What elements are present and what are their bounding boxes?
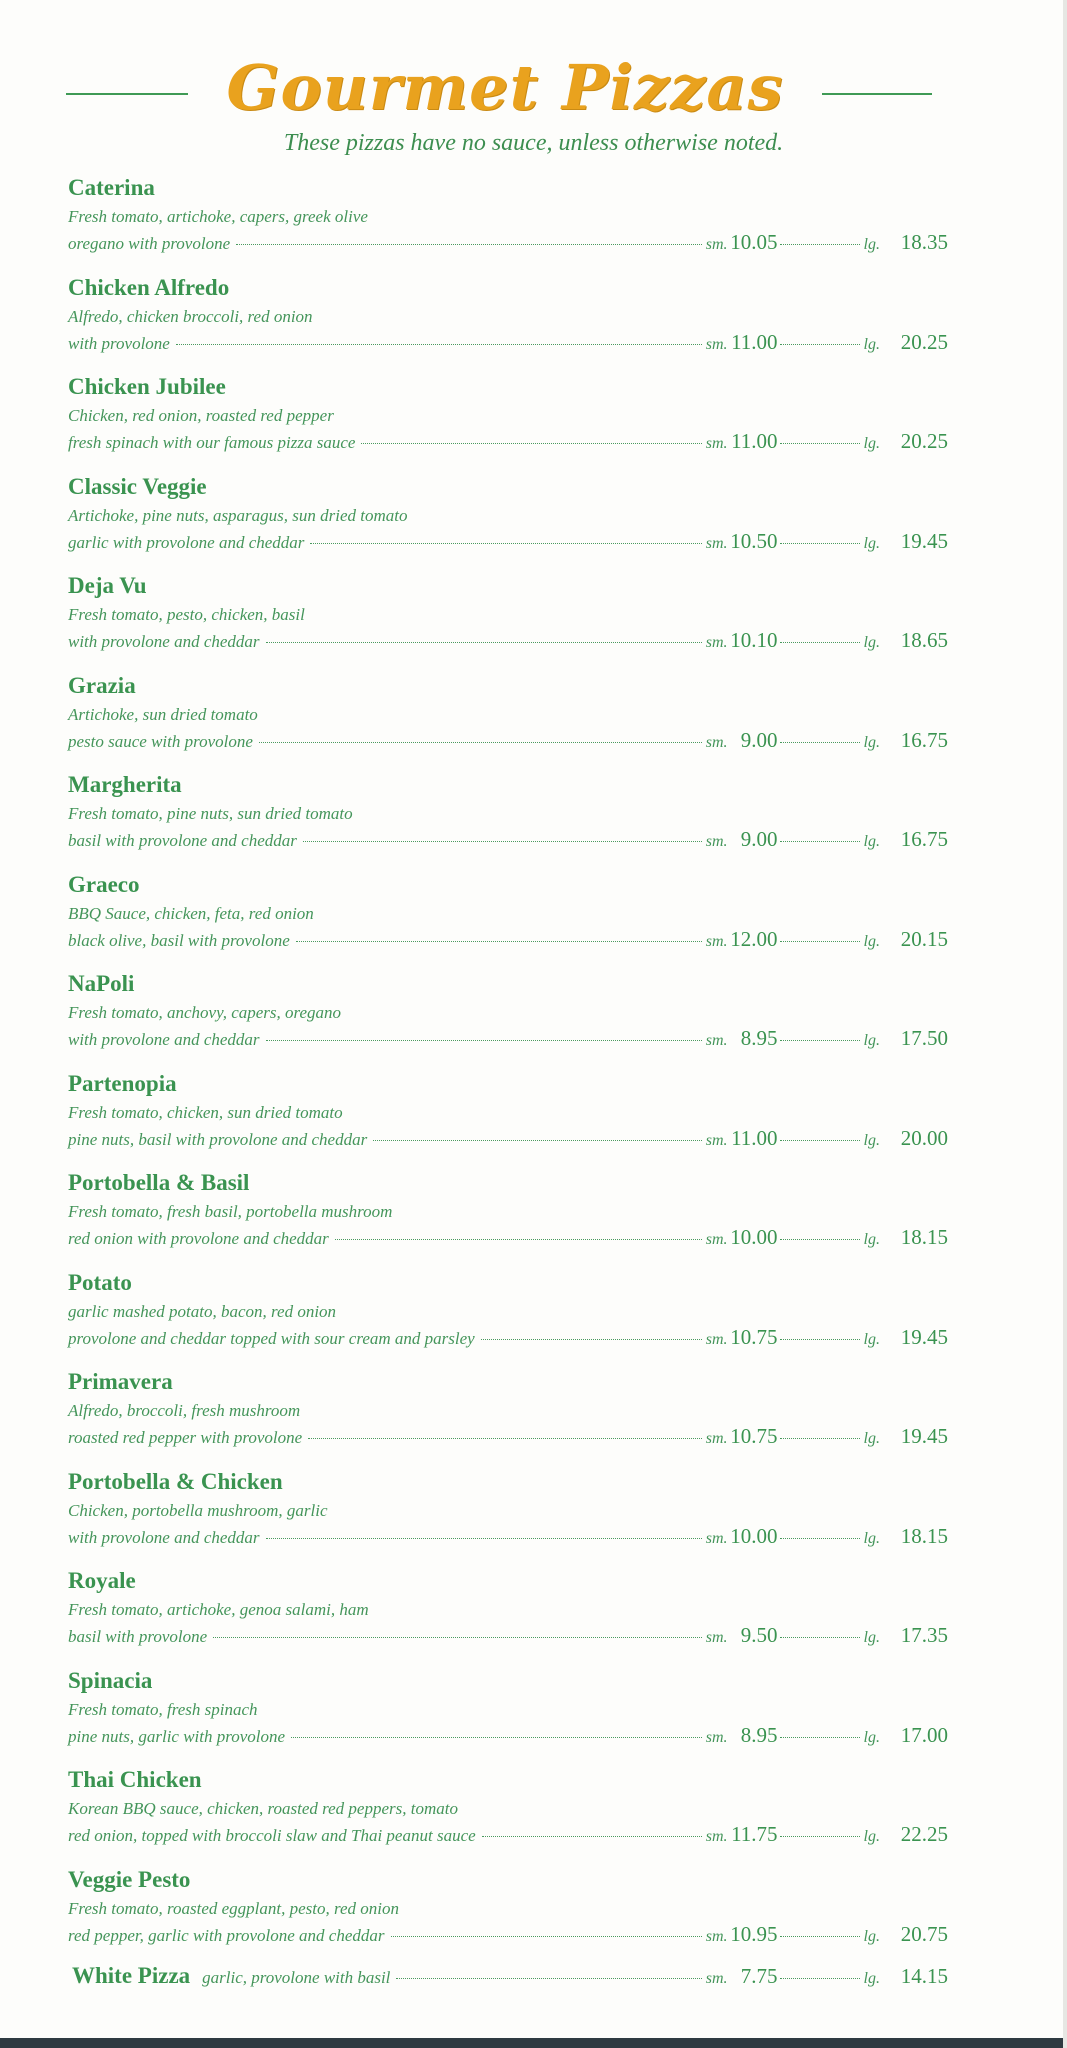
menu-item [68, 1568, 948, 1664]
item-name: Portobella & Chicken [68, 1468, 283, 1494]
dot-leader [780, 1636, 860, 1638]
dot-leader [780, 641, 860, 643]
dot-leader [780, 1338, 860, 1340]
item-description-line1: Artichoke, sun dried tomato [68, 704, 258, 724]
dot-leader [780, 1736, 860, 1738]
dot-leader [296, 940, 702, 942]
size-small-label: sm. [705, 733, 728, 751]
item-description-line1: BBQ Sauce, chicken, feta, red onion [68, 903, 314, 923]
item-description: garlic, provolone with basil [202, 1968, 391, 1987]
size-large-label: lg. [863, 634, 880, 651]
item-description-line1: Fresh tomato, fresh basil, portobella mushroom [68, 1202, 393, 1221]
size-small-label: sm. [705, 1231, 728, 1248]
price-small: 10.75 [730, 1324, 778, 1349]
item-price-line [68, 1026, 948, 1052]
menu-item [68, 971, 948, 1067]
item-price-line [68, 1822, 948, 1848]
dot-leader [266, 641, 702, 643]
size-small-label: sm. [705, 1131, 728, 1149]
menu-item [68, 374, 948, 470]
size-large-label: lg. [863, 335, 880, 353]
price-small: 10.50 [730, 528, 778, 553]
price-large: 19.45 [900, 1424, 948, 1448]
price-small: 11.00 [731, 1125, 778, 1150]
item-description-line1: Chicken, portobella mushroom, garlic [68, 1500, 328, 1520]
dot-leader [780, 1835, 860, 1837]
item-name: Potato [68, 1269, 132, 1295]
dot-leader [780, 1139, 860, 1141]
price-small: 8.95 [740, 1722, 778, 1747]
price-large: 14.15 [900, 1964, 948, 1988]
item-price-line [68, 330, 948, 356]
price-small: 7.75 [740, 1964, 778, 1988]
size-large-label: lg. [863, 1430, 880, 1447]
size-large-label: lg. [863, 1927, 880, 1945]
item-name: Grazia [68, 672, 136, 698]
item-description-line2: with provolone and cheddar [68, 1030, 260, 1049]
dot-leader [780, 940, 860, 942]
item-description-line1: Chicken, red onion, roasted red pepper [68, 406, 334, 425]
price-small: 11.00 [731, 329, 778, 354]
price-large: 20.25 [900, 429, 948, 453]
item-name: Spinacia [68, 1667, 153, 1693]
size-large-label: lg. [863, 1032, 880, 1049]
item-price-line [68, 429, 948, 455]
dot-leader [780, 1437, 860, 1439]
item-description-line1: Korean BBQ sauce, chicken, roasted red peppers, tomato [68, 1799, 458, 1818]
item-description-line2: roasted red pepper with provolone [68, 1428, 303, 1447]
item-name: Chicken Alfredo [68, 274, 230, 300]
size-small-label: sm. [705, 435, 728, 452]
size-small-label: sm. [705, 1728, 728, 1746]
price-small: 9.50 [740, 1623, 778, 1647]
item-description-line1: Fresh tomato, artichoke, capers, greek olive [68, 207, 368, 226]
dot-leader [266, 1039, 702, 1041]
item-description-line1: garlic mashed potato, bacon, red onion [68, 1301, 337, 1321]
price-large: 20.00 [900, 1125, 948, 1150]
size-small-label: sm. [705, 1430, 728, 1447]
item-description-line2: red pepper, garlic with provolone and cheddar [68, 1925, 385, 1945]
price-small: 10.00 [730, 1523, 778, 1548]
price-small: 9.00 [740, 827, 778, 851]
item-price-line [68, 1225, 948, 1251]
dot-leader [213, 1636, 702, 1638]
dot-leader [780, 442, 860, 444]
dot-leader [259, 741, 702, 743]
price-large: 22.25 [900, 1822, 948, 1846]
price-large: 17.35 [900, 1623, 948, 1647]
item-name: Portobella & Basil [68, 1170, 250, 1195]
size-small-label: sm. [705, 833, 728, 850]
item-description-line2: black olive, basil with provolone [68, 930, 290, 950]
size-large-label: lg. [863, 1131, 880, 1149]
menu-item [68, 1369, 948, 1465]
item-description-line1: Fresh tomato, chicken, sun dried tomato [68, 1102, 343, 1122]
price-small: 12.00 [730, 926, 778, 951]
size-large-label: lg. [863, 1529, 880, 1547]
size-large-label: lg. [863, 236, 880, 253]
size-large-label: lg. [863, 833, 880, 850]
dot-leader [236, 243, 702, 245]
item-price-line [68, 1623, 948, 1649]
dot-leader [310, 542, 701, 544]
item-description-line2: oregano with provolone [68, 234, 231, 253]
price-large: 20.15 [900, 926, 948, 951]
menu-item [68, 1767, 948, 1863]
price-large: 18.35 [900, 230, 948, 254]
title-rule-left [66, 93, 188, 95]
item-description-line2: pine nuts, garlic with provolone [68, 1726, 286, 1746]
menu-item [68, 474, 948, 570]
item-name: Classic Veggie [68, 473, 207, 499]
menu-item [68, 1071, 948, 1167]
item-description-line1: Fresh tomato, artichoke, genoa salami, ham [68, 1600, 369, 1619]
item-price-line [68, 728, 948, 754]
item-description-line2: red onion with provolone and cheddar [68, 1229, 329, 1248]
dot-leader [361, 442, 701, 444]
dot-leader [291, 1736, 702, 1738]
page-bottom-edge [0, 2038, 1063, 2048]
price-small: 8.95 [740, 1026, 778, 1050]
item-name: Caterina [68, 175, 155, 200]
price-large: 18.65 [900, 628, 948, 652]
item-name: NaPoli [68, 971, 135, 996]
dot-leader [373, 1139, 702, 1141]
item-name: White Pizza [72, 1963, 191, 1988]
dot-leader [335, 1238, 702, 1240]
price-large: 18.15 [900, 1523, 948, 1548]
item-description-line1: Alfredo, chicken broccoli, red onion [68, 306, 313, 326]
dot-leader [482, 1835, 702, 1837]
price-small: 10.95 [730, 1921, 778, 1946]
size-large-label: lg. [863, 1629, 880, 1646]
price-large: 20.75 [900, 1921, 948, 1946]
item-name: Primavera [68, 1369, 173, 1394]
price-large: 17.50 [900, 1026, 948, 1050]
size-large-label: lg. [863, 1970, 880, 1987]
menu-item [68, 1867, 948, 1963]
size-small-label: sm. [705, 634, 728, 651]
menu-item [68, 275, 948, 371]
price-large: 20.25 [900, 329, 948, 354]
item-name: Thai Chicken [68, 1767, 202, 1792]
menu-item [68, 772, 948, 868]
dot-leader [780, 343, 860, 345]
price-small: 11.00 [731, 429, 778, 453]
item-price-line [68, 1922, 948, 1948]
dot-leader [780, 840, 860, 842]
item-description-line2: basil with provolone [68, 1627, 208, 1646]
item-name: Margherita [68, 772, 182, 797]
menu-item [68, 1469, 948, 1565]
item-description-line2: provolone and cheddar topped with sour cream and parsley [68, 1328, 475, 1348]
menu-item [68, 1270, 948, 1366]
price-small: 11.75 [731, 1822, 778, 1846]
item-price-line [68, 1424, 948, 1450]
item-name: Veggie Pesto [68, 1866, 191, 1892]
dot-leader [391, 1935, 702, 1937]
dot-leader [780, 1039, 860, 1041]
item-description-line2: red onion, topped with broccoli slaw and Thai peanut sauce [68, 1826, 476, 1845]
price-large: 16.75 [900, 727, 948, 752]
size-small-label: sm. [705, 1032, 728, 1049]
price-small: 10.10 [730, 628, 778, 652]
menu-item-white-pizza [72, 1963, 948, 1993]
size-large-label: lg. [863, 733, 880, 751]
price-small: 9.00 [740, 727, 778, 752]
dot-leader [780, 1935, 860, 1937]
item-name: Deja Vu [68, 573, 147, 598]
item-price-line [68, 529, 948, 555]
dot-leader [780, 741, 860, 743]
dot-leader [396, 1977, 701, 1979]
item-description-line2: pesto sauce with provolone [68, 731, 253, 751]
item-price-line [68, 1325, 948, 1351]
size-small-label: sm. [705, 932, 728, 950]
item-price-line [68, 827, 948, 853]
size-large-label: lg. [863, 1231, 880, 1248]
item-description-line1: Fresh tomato, pine nuts, sun dried tomato [68, 804, 353, 823]
item-price-line [68, 1524, 948, 1550]
size-large-label: lg. [863, 932, 880, 950]
size-small-label: sm. [705, 1970, 728, 1987]
size-small-label: sm. [705, 1927, 728, 1945]
item-description-line2: garlic with provolone and cheddar [68, 532, 305, 552]
size-large-label: lg. [863, 1330, 880, 1348]
menu-header [0, 48, 1067, 128]
item-name: Partenopia [68, 1070, 177, 1096]
menu-item [68, 673, 948, 769]
dot-leader [303, 840, 702, 842]
price-small: 10.05 [730, 230, 778, 254]
item-description-line1: Fresh tomato, pesto, chicken, basil [68, 605, 305, 624]
dot-leader [266, 1537, 702, 1539]
size-large-label: lg. [863, 435, 880, 452]
item-description-line1: Fresh tomato, roasted eggplant, pesto, red onion [68, 1898, 400, 1918]
price-large: 19.45 [900, 528, 948, 553]
price-large: 17.00 [900, 1722, 948, 1747]
item-description-line1: Fresh tomato, anchovy, capers, oregano [68, 1003, 342, 1022]
title-rule-right [822, 93, 932, 95]
item-description-line1: Artichoke, pine nuts, asparagus, sun dried tomato [68, 505, 408, 525]
menu-item [68, 175, 948, 271]
item-price-line [68, 628, 948, 654]
item-name: Chicken Jubilee [68, 374, 226, 399]
price-large: 18.15 [900, 1225, 948, 1249]
menu-subtitle: These pizzas have no sauce, unless otherwise noted. [283, 130, 784, 156]
dot-leader [780, 1238, 860, 1240]
item-description-line2: pine nuts, basil with provolone and cheddar [68, 1129, 368, 1149]
dot-leader [308, 1437, 702, 1439]
item-description-line2: with provolone and cheddar [68, 632, 260, 651]
item-name: Royale [68, 1568, 136, 1593]
dot-leader [780, 243, 860, 245]
menu-item [68, 573, 948, 669]
price-small: 10.75 [730, 1424, 778, 1448]
menu-item [68, 872, 948, 968]
item-description-line2: fresh spinach with our famous pizza sauce [68, 433, 356, 452]
size-large-label: lg. [863, 534, 880, 552]
size-large-label: lg. [863, 1828, 880, 1845]
price-large: 19.45 [900, 1324, 948, 1349]
price-large: 16.75 [900, 827, 948, 851]
item-description-line2: basil with provolone and cheddar [68, 831, 297, 850]
dot-leader [780, 1537, 860, 1539]
item-price-line [68, 927, 948, 953]
item-name: Graeco [68, 871, 140, 897]
item-description-line2: with provolone [68, 333, 170, 353]
size-small-label: sm. [705, 1529, 728, 1547]
dot-leader [481, 1338, 702, 1340]
size-small-label: sm. [705, 1330, 728, 1348]
size-small-label: sm. [705, 1629, 728, 1646]
item-price-line [68, 1126, 948, 1152]
item-description-line1: Alfredo, broccoli, fresh mushroom [68, 1401, 301, 1420]
dot-leader [780, 1977, 860, 1979]
menu-item [68, 1668, 948, 1764]
dot-leader [176, 343, 702, 345]
item-price-line [68, 230, 948, 256]
item-description-line2: with provolone and cheddar [68, 1527, 260, 1547]
size-small-label: sm. [705, 534, 728, 552]
price-small: 10.00 [730, 1225, 778, 1249]
item-price-line [68, 1723, 948, 1749]
dot-leader [780, 542, 860, 544]
size-small-label: sm. [705, 335, 728, 353]
size-large-label: lg. [863, 1728, 880, 1746]
size-small-label: sm. [705, 236, 728, 253]
size-small-label: sm. [705, 1828, 728, 1845]
menu-item [68, 1170, 948, 1266]
item-description-line1: Fresh tomato, fresh spinach [68, 1699, 258, 1719]
menu-title: Gourmet Pizzas [226, 51, 784, 124]
